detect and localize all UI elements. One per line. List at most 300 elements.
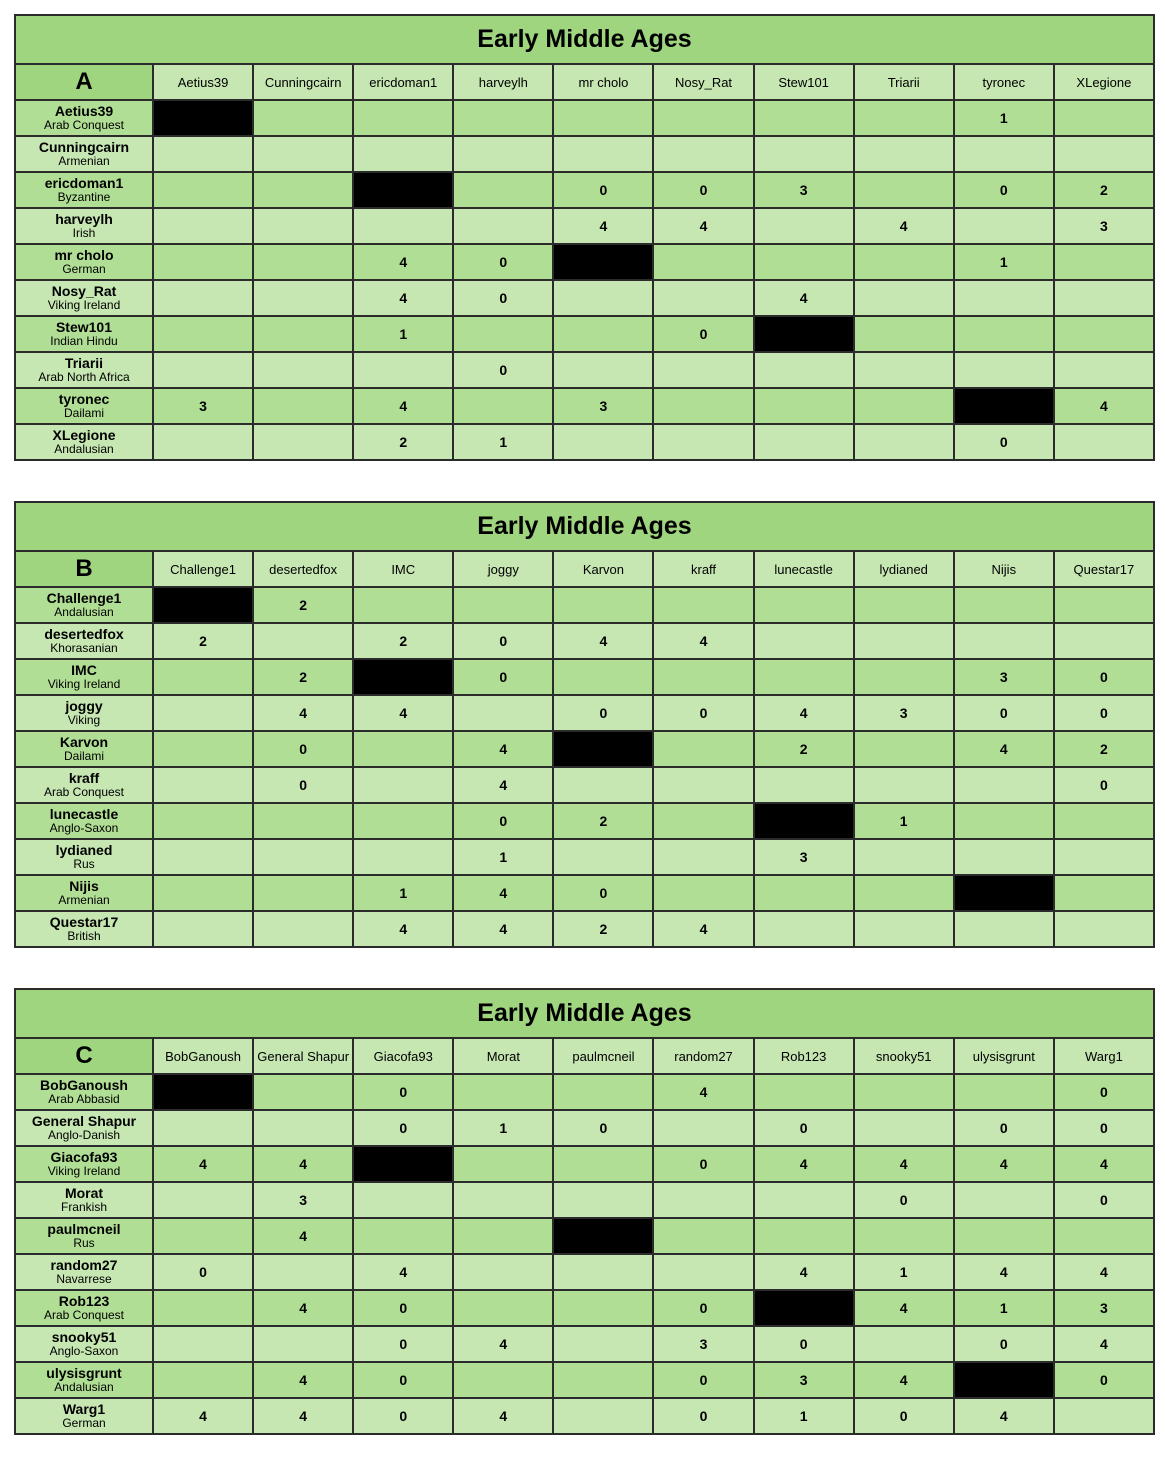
- result-cell: [353, 803, 453, 839]
- row-header: [15, 803, 153, 839]
- result-cell: 0: [954, 424, 1054, 460]
- table-row: [15, 1254, 1154, 1290]
- result-cell: [754, 244, 854, 280]
- player-name: lydianed: [55, 841, 113, 858]
- result-cell: [253, 208, 353, 244]
- row-header: [15, 424, 153, 460]
- row-header: [15, 1326, 153, 1362]
- self-match-blank: [653, 280, 753, 316]
- result-cell: [954, 208, 1054, 244]
- row-header: [15, 136, 153, 172]
- column-header: Morat: [453, 1038, 553, 1074]
- result-cell: 4: [1054, 1146, 1154, 1182]
- result-cell: 0: [754, 1110, 854, 1146]
- result-cell: 0: [153, 1254, 253, 1290]
- result-cell: 4: [453, 767, 553, 803]
- result-cell: 3: [253, 1182, 353, 1218]
- column-header: random27: [653, 1038, 753, 1074]
- result-cell: 0: [653, 1398, 753, 1434]
- result-cell: 0: [1054, 659, 1154, 695]
- table-row: [15, 875, 1154, 911]
- row-header: [15, 731, 153, 767]
- result-cell: 0: [653, 1362, 753, 1398]
- player-name: Karvon: [59, 733, 109, 750]
- result-cell: [553, 1254, 653, 1290]
- self-match-blank: [453, 208, 553, 244]
- result-cell: 4: [353, 695, 453, 731]
- player-faction: Navarrese: [56, 1272, 112, 1287]
- player-faction: Armenian: [58, 154, 110, 169]
- table-row: [15, 1218, 1154, 1254]
- pool-a-table-container: [14, 14, 1153, 461]
- result-cell: 0: [653, 1290, 753, 1326]
- result-cell: 4: [453, 1326, 553, 1362]
- result-cell: 1: [353, 316, 453, 352]
- column-header: Triarii: [854, 64, 954, 100]
- player-faction: Frankish: [60, 1200, 107, 1215]
- self-match-blank: [954, 388, 1054, 424]
- result-cell: 2: [1054, 731, 1154, 767]
- result-cell: [453, 1146, 553, 1182]
- self-match-blank: [353, 659, 453, 695]
- row-header: [15, 839, 153, 875]
- player-name: Challenge1: [46, 589, 122, 606]
- result-cell: [353, 352, 453, 388]
- result-cell: [1054, 875, 1154, 911]
- result-cell: [453, 1362, 553, 1398]
- table-row: [15, 623, 1154, 659]
- result-cell: 0: [353, 1362, 453, 1398]
- result-cell: [854, 136, 954, 172]
- result-cell: [553, 587, 653, 623]
- player-faction: British: [67, 929, 101, 944]
- result-cell: 4: [553, 208, 653, 244]
- result-cell: [253, 803, 353, 839]
- result-cell: [153, 839, 253, 875]
- result-cell: [153, 244, 253, 280]
- player-name: BobGanoush: [40, 1076, 128, 1093]
- result-cell: 0: [253, 731, 353, 767]
- player-faction: Armenian: [58, 893, 110, 908]
- result-cell: [653, 136, 753, 172]
- self-match-blank: [854, 839, 954, 875]
- player-name: XLegione: [52, 426, 116, 443]
- result-cell: [754, 875, 854, 911]
- result-cell: 0: [453, 659, 553, 695]
- result-cell: 3: [854, 695, 954, 731]
- result-cell: [754, 352, 854, 388]
- result-cell: 4: [153, 1146, 253, 1182]
- result-cell: [253, 1326, 353, 1362]
- result-cell: [253, 875, 353, 911]
- result-cell: [754, 767, 854, 803]
- column-header: Warg1: [1054, 1038, 1154, 1074]
- result-cell: 2: [353, 623, 453, 659]
- result-cell: [854, 587, 954, 623]
- result-cell: [153, 424, 253, 460]
- table-title: Early Middle Ages: [15, 15, 1154, 64]
- result-cell: [653, 1218, 753, 1254]
- row-header: [15, 1254, 153, 1290]
- table-row: [15, 803, 1154, 839]
- row-header: [15, 659, 153, 695]
- result-cell: 0: [754, 1326, 854, 1362]
- result-cell: 4: [453, 875, 553, 911]
- result-cell: 4: [253, 1146, 353, 1182]
- result-cell: [553, 1362, 653, 1398]
- result-cell: 0: [453, 352, 553, 388]
- result-cell: [1054, 623, 1154, 659]
- result-cell: [253, 388, 353, 424]
- result-cell: 4: [653, 208, 753, 244]
- row-header: [15, 1182, 153, 1218]
- result-cell: [854, 244, 954, 280]
- result-cell: [954, 623, 1054, 659]
- result-cell: [253, 352, 353, 388]
- group-label: C: [15, 1038, 153, 1074]
- column-header: ulysisgrunt: [954, 1038, 1054, 1074]
- player-name: joggy: [65, 697, 103, 714]
- self-match-blank: [1054, 911, 1154, 947]
- result-cell: 4: [253, 1290, 353, 1326]
- player-faction: Rus: [73, 1236, 95, 1251]
- player-faction: Rus: [73, 857, 95, 872]
- column-header: Karvon: [553, 551, 653, 587]
- result-cell: [653, 1110, 753, 1146]
- result-cell: 4: [453, 911, 553, 947]
- group-label: A: [15, 64, 153, 100]
- row-header: [15, 875, 153, 911]
- table-row: [15, 911, 1154, 947]
- self-match-blank: [153, 100, 253, 136]
- result-cell: 4: [453, 1398, 553, 1434]
- result-cell: [1054, 803, 1154, 839]
- table-row: [15, 316, 1154, 352]
- results-crosstable: [14, 14, 1155, 461]
- self-match-blank: [1054, 424, 1154, 460]
- result-cell: 4: [353, 388, 453, 424]
- result-cell: 1: [453, 839, 553, 875]
- table-row: [15, 352, 1154, 388]
- result-cell: [253, 100, 353, 136]
- result-cell: 4: [954, 1254, 1054, 1290]
- result-cell: [553, 767, 653, 803]
- result-cell: 4: [253, 695, 353, 731]
- result-cell: 3: [653, 1326, 753, 1362]
- result-cell: [653, 100, 753, 136]
- result-cell: [854, 767, 954, 803]
- row-header: [15, 172, 153, 208]
- row-header: [15, 1218, 153, 1254]
- result-cell: [754, 136, 854, 172]
- result-cell: [253, 172, 353, 208]
- result-cell: 4: [754, 280, 854, 316]
- self-match-blank: [754, 1290, 854, 1326]
- row-header: [15, 208, 153, 244]
- column-header: tyronec: [954, 64, 1054, 100]
- column-header: ericdoman1: [353, 64, 453, 100]
- self-match-blank: [153, 1074, 253, 1110]
- result-cell: 3: [954, 659, 1054, 695]
- result-cell: 0: [453, 803, 553, 839]
- player-faction: Dailami: [63, 749, 104, 764]
- result-cell: 4: [453, 731, 553, 767]
- result-cell: [553, 100, 653, 136]
- player-faction: Byzantine: [57, 190, 111, 205]
- result-cell: 2: [253, 587, 353, 623]
- column-header: Aetius39: [153, 64, 253, 100]
- result-cell: 0: [553, 172, 653, 208]
- result-cell: 2: [253, 659, 353, 695]
- result-cell: 4: [854, 1362, 954, 1398]
- player-faction: Anglo-Saxon: [49, 821, 119, 836]
- result-cell: 4: [1054, 388, 1154, 424]
- player-name: Cunningcairn: [38, 138, 130, 155]
- result-cell: 2: [353, 424, 453, 460]
- row-header: [15, 695, 153, 731]
- result-cell: [653, 424, 753, 460]
- result-cell: [954, 1182, 1054, 1218]
- result-cell: 0: [353, 1398, 453, 1434]
- table-row: [15, 424, 1154, 460]
- result-cell: 0: [954, 1110, 1054, 1146]
- self-match-blank: [653, 767, 753, 803]
- result-cell: [153, 208, 253, 244]
- player-name: Triarii: [64, 354, 104, 371]
- result-cell: 4: [954, 731, 1054, 767]
- result-cell: [954, 1218, 1054, 1254]
- column-header: lunecastle: [754, 551, 854, 587]
- result-cell: 0: [553, 1110, 653, 1146]
- result-cell: 4: [754, 1146, 854, 1182]
- result-cell: [453, 1074, 553, 1110]
- table-row: [15, 731, 1154, 767]
- result-cell: [653, 352, 753, 388]
- player-name: Questar17: [49, 913, 119, 930]
- result-cell: [153, 1326, 253, 1362]
- result-cell: [553, 136, 653, 172]
- self-match-blank: [253, 136, 353, 172]
- result-cell: [754, 1182, 854, 1218]
- result-cell: [653, 731, 753, 767]
- player-name: Rob123: [58, 1292, 110, 1309]
- result-cell: [1054, 587, 1154, 623]
- row-header: [15, 100, 153, 136]
- result-cell: 0: [453, 244, 553, 280]
- column-header: lydianed: [854, 551, 954, 587]
- result-cell: 3: [1054, 208, 1154, 244]
- player-name: General Shapur: [31, 1112, 137, 1129]
- result-cell: [754, 1074, 854, 1110]
- player-faction: Andalusian: [54, 442, 114, 457]
- result-cell: 4: [653, 911, 753, 947]
- table-row: [15, 100, 1154, 136]
- result-cell: [453, 136, 553, 172]
- self-match-blank: [854, 352, 954, 388]
- result-cell: [553, 424, 653, 460]
- column-header: Nijis: [954, 551, 1054, 587]
- result-cell: [153, 172, 253, 208]
- result-cell: [954, 803, 1054, 839]
- self-match-blank: [653, 1254, 753, 1290]
- result-cell: [954, 767, 1054, 803]
- result-cell: [653, 388, 753, 424]
- result-cell: 0: [653, 172, 753, 208]
- result-cell: 1: [453, 424, 553, 460]
- self-match-blank: [353, 172, 453, 208]
- self-match-blank: [954, 875, 1054, 911]
- row-header: [15, 1146, 153, 1182]
- result-cell: 2: [553, 911, 653, 947]
- result-cell: 4: [754, 695, 854, 731]
- result-cell: [653, 659, 753, 695]
- result-cell: 4: [253, 1218, 353, 1254]
- result-cell: [1054, 280, 1154, 316]
- result-cell: [553, 316, 653, 352]
- result-cell: [754, 623, 854, 659]
- result-cell: [854, 875, 954, 911]
- row-header: [15, 388, 153, 424]
- self-match-blank: [1054, 1398, 1154, 1434]
- result-cell: [153, 659, 253, 695]
- result-cell: 4: [754, 1254, 854, 1290]
- self-match-blank: [553, 731, 653, 767]
- self-match-blank: [153, 587, 253, 623]
- result-cell: [553, 1290, 653, 1326]
- result-cell: [353, 767, 453, 803]
- pool-c-table-container: [14, 988, 1153, 1435]
- table-row: [15, 659, 1154, 695]
- table-row: [15, 587, 1154, 623]
- player-name: Aetius39: [54, 102, 114, 119]
- self-match-blank: [854, 1326, 954, 1362]
- row-header: [15, 316, 153, 352]
- result-cell: 4: [353, 1254, 453, 1290]
- table-row: [15, 1182, 1154, 1218]
- result-cell: [253, 424, 353, 460]
- result-cell: [353, 731, 453, 767]
- result-cell: [153, 1362, 253, 1398]
- result-cell: 0: [653, 316, 753, 352]
- result-cell: 0: [453, 623, 553, 659]
- result-cell: 0: [1054, 1110, 1154, 1146]
- result-cell: [754, 208, 854, 244]
- self-match-blank: [754, 316, 854, 352]
- column-header: kraff: [653, 551, 753, 587]
- result-cell: 0: [453, 280, 553, 316]
- column-header: XLegione: [1054, 64, 1154, 100]
- row-header: [15, 1074, 153, 1110]
- row-header: [15, 244, 153, 280]
- table-row: [15, 1146, 1154, 1182]
- result-cell: [954, 587, 1054, 623]
- player-faction: Irish: [72, 226, 96, 241]
- result-cell: 0: [954, 1326, 1054, 1362]
- player-faction: Khorasanian: [50, 641, 118, 656]
- player-faction: Andalusian: [54, 1380, 114, 1395]
- player-name: lunecastle: [49, 805, 119, 822]
- player-faction: Anglo-Danish: [47, 1128, 121, 1143]
- table-title: Early Middle Ages: [15, 502, 1154, 551]
- result-cell: [253, 280, 353, 316]
- player-name: Warg1: [62, 1400, 106, 1417]
- result-cell: 0: [253, 767, 353, 803]
- result-cell: [153, 136, 253, 172]
- result-cell: 4: [653, 1074, 753, 1110]
- player-name: ulysisgrunt: [46, 1364, 122, 1381]
- player-name: snooky51: [51, 1328, 117, 1345]
- result-cell: [153, 1290, 253, 1326]
- result-cell: [854, 316, 954, 352]
- result-cell: 0: [954, 695, 1054, 731]
- result-cell: [854, 280, 954, 316]
- row-header: [15, 1290, 153, 1326]
- result-cell: [453, 100, 553, 136]
- player-faction: Arab Conquest: [43, 1308, 125, 1323]
- player-name: Giacofa93: [50, 1148, 118, 1165]
- result-cell: 4: [1054, 1254, 1154, 1290]
- player-faction: Viking: [67, 713, 101, 728]
- result-cell: [754, 424, 854, 460]
- result-cell: [1054, 100, 1154, 136]
- table-row: [15, 839, 1154, 875]
- result-cell: [153, 767, 253, 803]
- result-cell: 0: [353, 1110, 453, 1146]
- column-header: snooky51: [854, 1038, 954, 1074]
- result-cell: 0: [553, 875, 653, 911]
- table-row: [15, 1290, 1154, 1326]
- player-name: desertedfox: [44, 625, 124, 642]
- table-row: [15, 388, 1154, 424]
- result-cell: 0: [653, 1146, 753, 1182]
- result-cell: [553, 1146, 653, 1182]
- player-name: Nijis: [69, 877, 99, 894]
- result-cell: 1: [954, 100, 1054, 136]
- result-cell: [353, 208, 453, 244]
- result-cell: 0: [353, 1074, 453, 1110]
- result-cell: [453, 388, 553, 424]
- result-cell: [754, 100, 854, 136]
- result-cell: [754, 587, 854, 623]
- self-match-blank: [453, 1182, 553, 1218]
- result-cell: [453, 587, 553, 623]
- result-cell: [553, 280, 653, 316]
- player-faction: Viking Ireland: [47, 298, 121, 313]
- row-header: [15, 280, 153, 316]
- result-cell: [253, 316, 353, 352]
- result-cell: [253, 244, 353, 280]
- result-cell: 0: [954, 172, 1054, 208]
- table-row: [15, 1110, 1154, 1146]
- player-faction: Arab Abbasid: [48, 1092, 120, 1107]
- table-row: [15, 136, 1154, 172]
- result-cell: 3: [153, 388, 253, 424]
- player-faction: Arab North Africa: [38, 370, 130, 385]
- result-cell: [1054, 1218, 1154, 1254]
- result-cell: [553, 659, 653, 695]
- result-cell: [754, 659, 854, 695]
- table-row: [15, 1362, 1154, 1398]
- result-cell: [954, 1074, 1054, 1110]
- result-cell: [854, 731, 954, 767]
- column-header: Rob123: [754, 1038, 854, 1074]
- result-cell: [153, 316, 253, 352]
- player-name: random27: [50, 1256, 118, 1273]
- result-cell: [553, 352, 653, 388]
- result-cell: [653, 1182, 753, 1218]
- group-label: B: [15, 551, 153, 587]
- table-row: [15, 767, 1154, 803]
